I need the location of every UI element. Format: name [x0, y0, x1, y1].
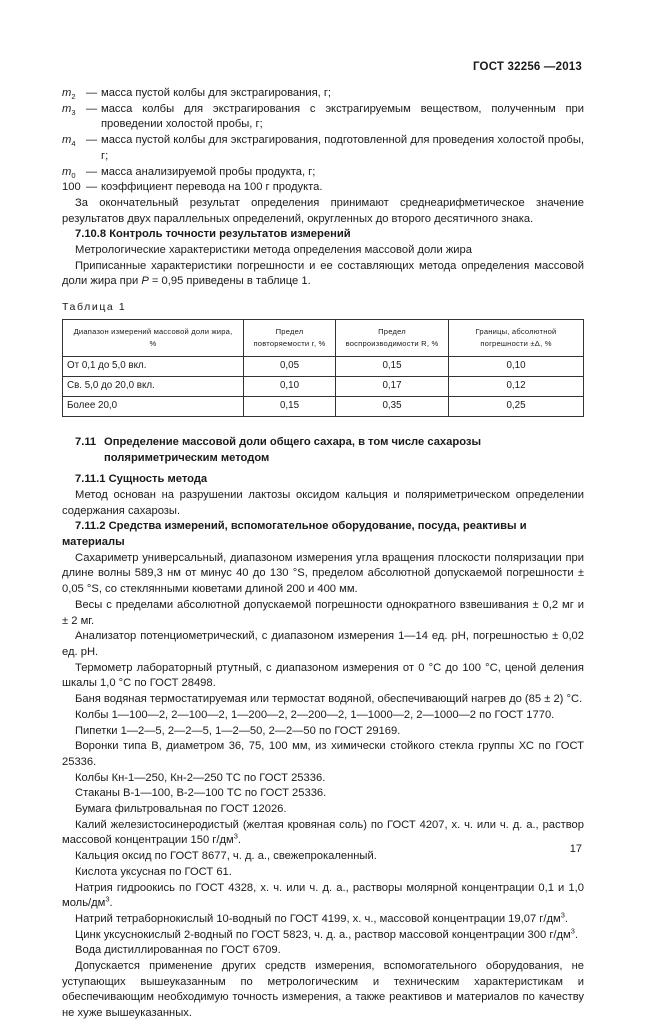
page-content: [62, 86, 584, 1022]
metrology-paragraph: Метрологические характеристики метода определения массовой доли жира: [75, 244, 472, 257]
equipment-item: Весы с пределами абсолютной допускаемой погрешности однократного взвешивания ± 0,2 мг и ± 2 мг.: [62, 598, 584, 627]
equipment-item: Сахариметр универсальный, диапазоном измерения угла вращения плоскости поляризации при длине волны 589,3 нм от минус 40 до 130 °S, пределом абсолютной допускаемой погрешности ± 0,05 °S, со стеклянными кюветами длиной 200 и 400 мм.: [62, 551, 584, 596]
equipment-item: Колбы Кн-1—250, Кн-2—250 ТС по ГОСТ 25336.: [75, 771, 326, 784]
table-cell: 0,10: [449, 356, 584, 376]
table-header-cell: Границы, абсолютной погрешности ±Δ, %: [449, 319, 584, 356]
allowed-substitutes-paragraph: Допускается применение других средств измерения, вспомогательного оборудования, не уступающих вышеуказанным по метрологическим и техническим характеристикам и обеспечивающим необходимую точность измерения, а также реактивов и материалов по качеству не хуже вышеуказанных.: [62, 960, 584, 1020]
equipment-item: Колбы 1—100—2, 2—100—2, 1—200—2, 2—200—2, 1—1000—2, 2—1000—2 по ГОСТ 1770.: [75, 708, 555, 721]
table-cell: 0,12: [449, 376, 584, 396]
symbol: $m_4$: [62, 134, 76, 149]
method-principle-paragraph: Метод основан на разрушении лактозы оксидом кальция и поляриметрическом определении содержания сахарозы.: [62, 488, 584, 517]
equipment-item: Бумага фильтровальная по ГОСТ 12026.: [75, 803, 287, 816]
table-cell: Св. 5,0 до 20,0 вкл.: [63, 376, 244, 396]
document-code: ГОСТ 32256 —2013: [472, 61, 582, 73]
symbol: 100: [62, 181, 81, 194]
table-cell: 0,15: [336, 356, 449, 376]
equipment-item: Термометр лабораторный ртутный, с диапазоном измерения от 0 °С до 100 °С, ценой деления шкалы 1,0 °С по ГОСТ 28498.: [62, 661, 584, 690]
characteristics-paragraph: Приписанные характеристики погрешности и ее составляющих метода определения массовой доли жира при P = 0,95 приведены в таблице 1.: [62, 259, 584, 288]
table-row: [63, 396, 584, 416]
section-7-11-2-heading: 7.11.2 Средства измерений, вспомогательное оборудование, посуда, реактивы и материалы: [62, 520, 527, 549]
symbol: $m_0$: [62, 165, 76, 180]
reagent-item: Натрия гидроокись по ГОСТ 4328, х. ч. или ч. д. а., растворы молярной концентрации 0,1 и 1,0 моль/$дм^3$.: [62, 881, 584, 910]
table-cell: От 0,1 до 5,0 вкл.: [63, 356, 244, 376]
table-header-cell: Предел воспроизводимости R, %: [336, 319, 449, 356]
table-cell: 0,35: [336, 396, 449, 416]
table-title: Таблица 1: [62, 301, 127, 314]
equipment-item: Пипетки 1—2—5, 2—2—5, 1—2—50, 2—2—50 по ГОСТ 29169.: [75, 724, 401, 737]
page-number: 17: [569, 843, 582, 855]
table-header-cell: Диапазон измерений массовой доли жира, %: [63, 319, 244, 356]
equipment-item: Стаканы В-1—100, В-2—100 ТС по ГОСТ 25336.: [75, 787, 327, 800]
accuracy-table: [62, 319, 584, 417]
table-row: [63, 356, 584, 376]
reagent-item: Натрий тетраборнокислый 10-водный по ГОСТ 4199, х. ч., массовой концентрации 19,07 $г/дм^3$.: [75, 910, 568, 925]
reagent-item: Калий железистосинеродистый (желтая кровяная соль) по ГОСТ 4207, х. ч. или ч. д. а., раствор массовой концентрации 150 $г/дм^3$.: [62, 818, 584, 847]
definition-item: 100 — коэффициент перевода на 100 г продукта.: [62, 180, 584, 196]
table-cell: 0,15: [244, 396, 336, 416]
equipment-item: Баня водяная термостатируемая или термостат водяной, обеспечивающий нагрев до (85 ± 2) °С.: [75, 693, 583, 706]
table-row: [63, 376, 584, 396]
reagent-item: Вода дистиллированная по ГОСТ 6709.: [75, 944, 281, 957]
final-result-paragraph: За окончательный результат определения принимают среднеарифметическое значение результатов двух параллельных определений, округленных до второго десятичного знака.: [62, 196, 584, 225]
table-cell: 0,17: [336, 376, 449, 396]
reagent-item: Цинк уксуснокислый 2-водный по ГОСТ 5823, ч. д. а., раствор массовой концентрации 300 $г/дм^3$.: [75, 925, 579, 941]
table-header-row: [63, 319, 584, 356]
table-cell: 0,25: [449, 396, 584, 416]
equipment-item: Воронки типа В, диаметром 36, 75, 100 мм, из химически стойкого стекла группы ХС по ГОСТ 25336.: [62, 740, 584, 768]
reagent-item: Кальция оксид по ГОСТ 8677, ч. д. а., свежепрокаленный.: [75, 850, 377, 863]
section-7-11-heading: 7.11 Определение массовой доли общего сахара, в том числе сахарозы поляриметрическим методом: [75, 435, 481, 464]
definition-item: $m_4$ — масса пустой колбы для экстрагирования, подготовленной для проведения холостой пробы, г;: [62, 133, 584, 164]
definition-item: $m_0$ — масса анализируемой пробы продукта, г;: [62, 165, 316, 180]
section-7-10-8-heading: 7.10.8 Контроль точности результатов измерений: [75, 228, 351, 241]
table-cell: Более 20,0: [63, 396, 244, 416]
definition-item: $m_3$ — масса колбы для экстрагирования с экстрагируемым веществом, полученным при проведении холостой пробы, г;: [62, 102, 584, 133]
section-7-11-1-heading: 7.11.1 Сущность метода: [75, 473, 208, 486]
table-cell: 0,05: [244, 356, 336, 376]
symbol: $m_3$: [62, 102, 76, 117]
reagent-item: Кислота уксусная по ГОСТ 61.: [75, 865, 232, 878]
table-header-cell: Предел повторяемости r, %: [244, 319, 336, 356]
equipment-item: Анализатор потенциометрический, с диапазоном измерения 1—14 ед. pH, погрешностью ± 0,02 ед. pH.: [62, 630, 584, 658]
definition-item: $m_2$ — масса пустой колбы для экстрагирования, г;: [62, 87, 332, 102]
table-cell: 0,10: [244, 376, 336, 396]
symbol: $m_2$: [62, 87, 76, 102]
